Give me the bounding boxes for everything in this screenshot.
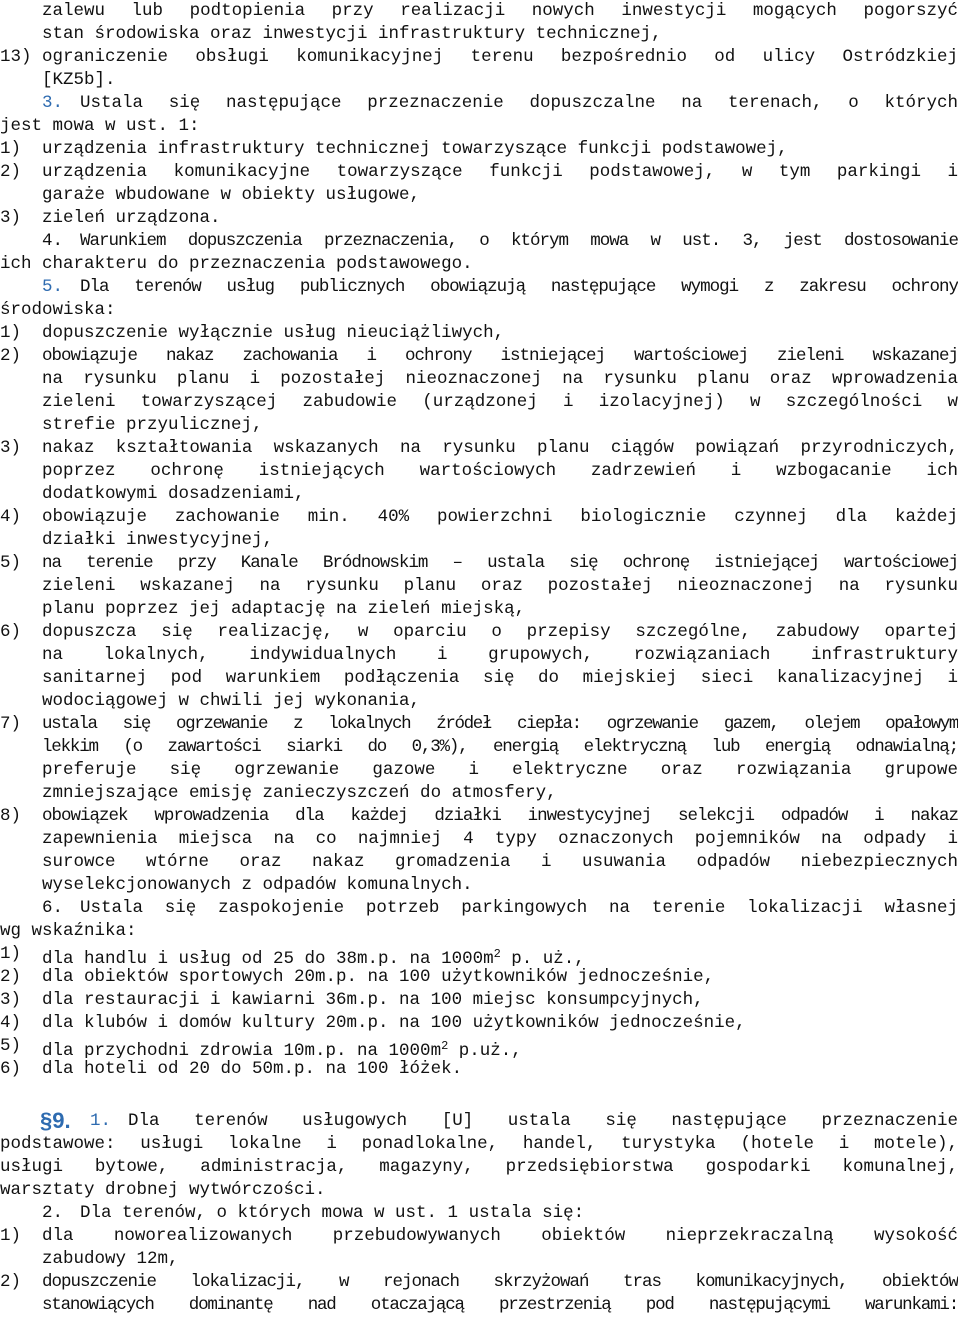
text-line: dla restauracji i kawiarni 36m.p. na 100 miejsc konsumpcyjnych, — [42, 990, 704, 1010]
text-line: zapewnienia miejsca na co najmniej 4 typy oznaczonych pojemników na odpady i — [42, 829, 958, 849]
text-line — [42, 1035, 958, 1058]
list-number: 2) — [0, 1272, 22, 1292]
text-line: dla noworealizowanych przebudowywanych obiektów nieprzekraczalną wysokość — [42, 1226, 958, 1246]
text-line: dla obiektów sportowych 20m.p. na 100 użytkowników jednocześnie, — [42, 967, 715, 987]
list-number: 7) — [0, 714, 22, 734]
text-line: surowce wtórne oraz nakaz gromadzenia i usuwania odpadów niebezpiecznych — [42, 852, 958, 872]
list-number: 3) — [0, 208, 22, 228]
text-line: na terenie przy Kanale Bródnowskim – ustala się ochronę istniejącej wartościowej — [42, 553, 958, 573]
list-number: 1) — [0, 139, 22, 159]
text-line: poprzez ochronę istniejących wartościowych zadrzewień i wzbogacanie ich — [42, 461, 958, 481]
text-line: lekkim (o zawartości siarki do 0,3%), energią elektryczną lub energią odnawialną; — [42, 737, 958, 757]
text-line: ustala się ogrzewanie z lokalnych źródeł ciepła: ogrzewanie gazem, olejem opałowym — [42, 714, 958, 734]
text-line — [42, 943, 958, 966]
text-line: Ustala się zaspokojenie potrzeb parkingowych na terenie lokalizacji własnej — [80, 898, 958, 918]
list-number: 4) — [0, 1013, 22, 1033]
text-line: Dla terenów, o których mowa w ust. 1 ustala się: — [80, 1203, 585, 1223]
text-line: urządzenia infrastruktury technicznej towarzyszące funkcji podstawowej, — [42, 139, 788, 159]
list-number: 4) — [0, 507, 22, 527]
text-line: zabudowy 12m, — [42, 1249, 179, 1269]
list-number: 3) — [0, 438, 22, 458]
text-line: zieleń urządzona. — [42, 208, 221, 228]
text-fragment: p. uż., — [500, 949, 585, 966]
text-line: Dla terenów usług publicznych obowiązują następujące wymogi z zakresu ochrony — [80, 277, 958, 297]
list-number: 1) — [0, 1226, 22, 1246]
paragraph-number: 6. — [42, 898, 64, 918]
list-number: 6) — [0, 622, 22, 642]
list-number: 1) — [0, 944, 22, 964]
list-number: 1) — [0, 323, 22, 343]
superscript: 2 — [493, 947, 501, 961]
text-line: Warunkiem dopuszczenia przeznaczenia, o którym mowa w ust. 3, jest dostosowanie — [80, 231, 958, 251]
section-heading: §9. — [40, 1108, 71, 1133]
text-line: ich charakteru do przeznaczenia podstawowego. — [0, 254, 473, 274]
text-line: jest mowa w ust. 1: — [0, 116, 200, 136]
text-line: na lokalnych, indywidualnych i grupowych, rozwiązaniach infrastruktury — [42, 645, 958, 665]
list-number: 2) — [0, 967, 22, 987]
superscript: 2 — [441, 1039, 449, 1053]
text-line: dopuszczenie lokalizacji, w rejonach skrzyżowań tras komunikacyjnych, obiektów — [42, 1272, 958, 1292]
text-line: Ustala się następujące przeznaczenie dopuszczalne na terenach, o których — [80, 93, 958, 113]
text-line: obowiązuje zachowanie min. 40% powierzchni biologicznie czynnej dla każdej — [42, 507, 958, 527]
text-line: sanitarnej pod warunkiem podłączenia się do miejskiej sieci kanalizacyjnej i — [42, 668, 958, 688]
text-line: podstawowe: usługi lokalne i ponadlokalne, handel, turystyka (hotele i motele), — [0, 1134, 958, 1154]
text-line: zmniejszające emisję zanieczyszczeń do atmosfery, — [42, 783, 557, 803]
text-line: ograniczenie obsługi komunikacyjnej terenu bezpośrednio od ulicy Ostródzkiej — [42, 47, 958, 67]
list-number: 6) — [0, 1059, 22, 1079]
list-number: 3) — [0, 990, 22, 1010]
list-number: 5) — [0, 1036, 22, 1056]
text-line: dodatkowymi dosadzeniami, — [42, 484, 305, 504]
text-line: wg wskaźnika: — [0, 921, 137, 941]
text-line: zieleni wskazanej na rysunku planu oraz pozostałej nieoznaczonej na rysunku — [42, 576, 958, 596]
paragraph-number: 5. — [42, 277, 64, 297]
text-line: wyselekcjonowanych z odpadów komunalnych. — [42, 875, 473, 895]
list-number: 5) — [0, 553, 22, 573]
text-line: obowiązuje nakaz zachowania i ochrony istniejącej wartościowej zieleni wskazanej — [42, 346, 958, 366]
text-fragment: dla przychodni zdrowia 10m.p. na 1000m — [42, 1041, 442, 1058]
text-line: dla hoteli od 20 do 50m.p. na 100 łóżek. — [42, 1059, 463, 1079]
text-line: warsztaty drobnej wytwórczości. — [0, 1180, 326, 1200]
text-line: Dla terenów usługowych [U] ustala się następujące przeznaczenie — [128, 1111, 958, 1131]
text-line: urządzenia komunikacyjne towarzyszące funkcji podstawowej, w tym parkingi i — [42, 162, 958, 182]
text-line: garaże wbudowane w obiekty usługowe, — [42, 185, 421, 205]
text-line: planu poprzez jej adaptację na zieleń miejską, — [42, 599, 526, 619]
text-line: [KZ5b]. — [42, 70, 116, 90]
text-line: nakaz kształtowania wskazanych na rysunku planu ciągów powiązań przyrodniczych, — [42, 438, 958, 458]
paragraph-number: 3. — [42, 93, 64, 113]
paragraph-number: 4. — [42, 231, 64, 251]
text-line: obowiązek wprowadzenia dla każdej działki inwestycyjnej selekcji odpadów i nakaz — [42, 806, 958, 826]
text-line: środowiska: — [0, 300, 116, 320]
text-line: strefie przyulicznej, — [42, 415, 263, 435]
text-line: stanowiących dominantę nad otaczającą przestrzenią pod następującymi warunkami: — [42, 1295, 958, 1315]
text-line: wodociągowej w chwili jej wykonania, — [42, 691, 421, 711]
text-line: zalewu lub podtopienia przy realizacji nowych inwestycji mogących pogorszyć — [42, 1, 958, 21]
list-number: 2) — [0, 346, 22, 366]
paragraph-number: 1. — [90, 1111, 112, 1131]
text-line: preferuje się ogrzewanie gazowe i elektryczne oraz rozwiązania grupowe — [42, 760, 958, 780]
text-line: dopuszczenie wyłącznie usług nieuciążliwych, — [42, 323, 505, 343]
text-line: dla klubów i domów kultury 20m.p. na 100 użytkowników jednocześnie, — [42, 1013, 746, 1033]
list-number: 2) — [0, 162, 22, 182]
text-line: stan środowiska oraz inwestycji infrastruktury technicznej, — [42, 24, 662, 44]
text-line: działki inwestycyjnej, — [42, 530, 274, 550]
text-line: zieleni towarzyszącej zabudowie (urządzonej i izolacyjnej) w szczególności w — [42, 392, 958, 412]
text-line: dopuszcza się realizację, w oparciu o przepisy szczególne, zabudowy opartej — [42, 622, 958, 642]
text-fragment: dla handlu i usług od 25 do 38m.p. na 1000m — [42, 949, 494, 966]
text-fragment: p.uż., — [448, 1041, 522, 1058]
paragraph-number: 2. — [42, 1203, 64, 1223]
text-line: na rysunku planu i pozostałej nieoznaczonej na rysunku planu oraz wprowadzenia — [42, 369, 958, 389]
list-number: 8) — [0, 806, 22, 826]
text-line: usługi bytowe, administracja, magazyny, przedsiębiorstwa gospodarki komunalnej, — [0, 1157, 958, 1177]
list-number: 13) — [0, 47, 32, 67]
